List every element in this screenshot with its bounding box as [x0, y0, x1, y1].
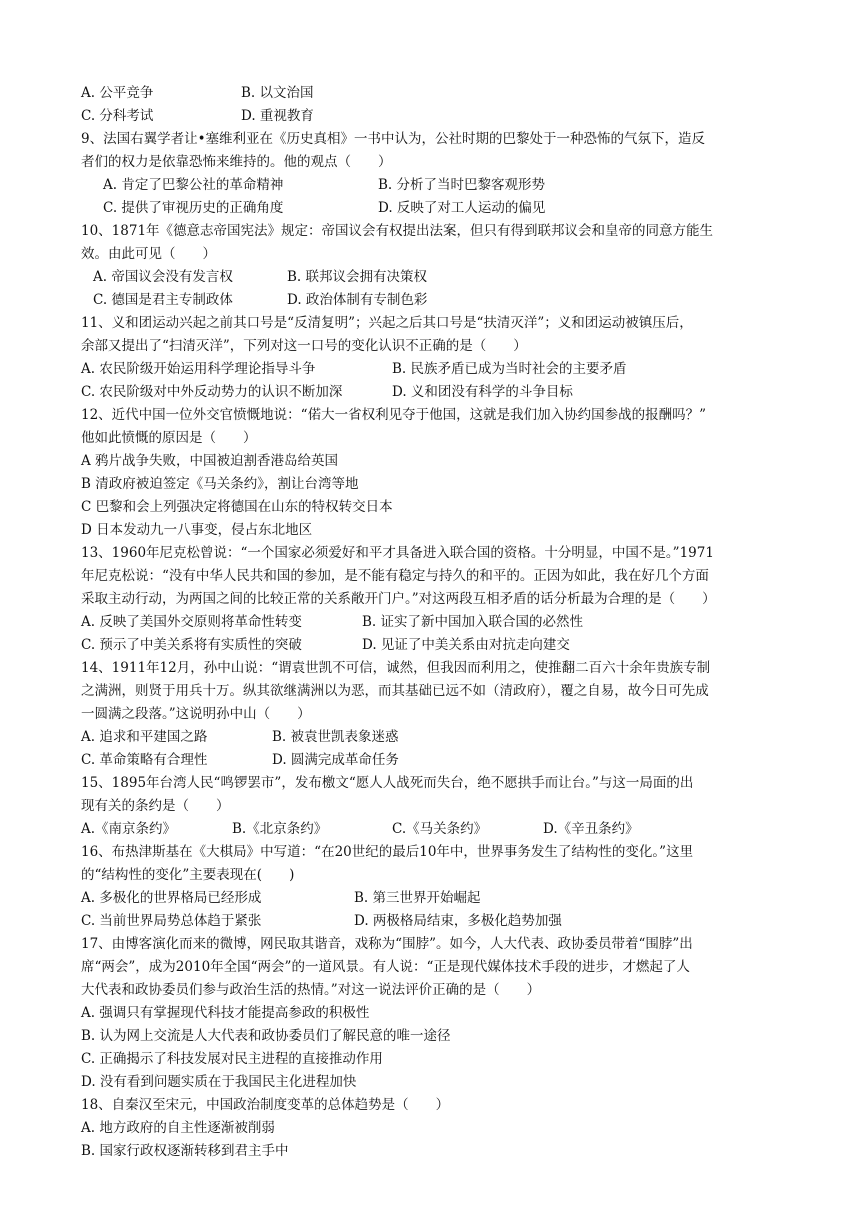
question-15-stem: 15、1895年台湾人民“鸣锣罢市”，发布檄文“愿人人战死而失台，绝不愿拱手而让台。”与这一局面的出 [81, 775, 694, 791]
question-13-stem-cont: 年尼克松说：“没有中华人民共和国的参加，是不能有稳定与持久的和平的。正因为如此，我在好几个方面 [81, 568, 709, 584]
option-b: B.《北京条约》 [232, 821, 328, 837]
option-c: C. 提供了审视历史的正确角度 [103, 200, 284, 216]
option-b: B. 联邦议会拥有决策权 [287, 269, 428, 285]
option-d: D. 见证了中美关系由对抗走向建交 [362, 637, 570, 653]
question-12-stem: 12、近代中国一位外交官愤慨地说：“偌大一省权利见夺于他国，这就是我们加入协约国参战的报酬吗？” [81, 407, 706, 423]
option-c: C. 预示了中美关系将有实质性的突破 [81, 637, 302, 653]
option-a: A. 追求和平建国之路 [81, 729, 208, 745]
option-b: B. 被袁世凯表象迷惑 [272, 729, 399, 745]
question-17-stem-cont: 席“两会”，成为2010年全国“两会”的一道风景。有人说：“正是现代媒体技术手段的进步，才燃起了人 [81, 959, 690, 975]
option-b: B. 民族矛盾已成为当时社会的主要矛盾 [392, 361, 627, 377]
option-b: B. 分析了当时巴黎客观形势 [378, 177, 546, 193]
option-a: A. 强调只有掌握现代科技才能提高参政的积极性 [81, 1005, 370, 1021]
option-d: D. 圆满完成革命任务 [272, 752, 399, 768]
option-d: D. 政治体制有专制色彩 [287, 292, 428, 308]
option-b: B. 以文治国 [241, 85, 314, 101]
option-c: C. 农民阶级对中外反动势力的认识不断加深 [81, 384, 343, 400]
option-c: C. 德国是君主专制政体 [93, 292, 233, 308]
question-12-stem-cont: 他如此愤慨的原因是（ ） [81, 430, 257, 446]
option-b: B. 证实了新中国加入联合国的必然性 [362, 614, 584, 630]
option-b: B. 国家行政权逐渐转移到君主手中 [81, 1143, 289, 1159]
option-c: C. 正确揭示了科技发展对民主进程的直接推动作用 [81, 1051, 383, 1067]
question-16-stem: 16、布热津斯基在《大棋局》中写道：“在20世纪的最后10年中，世界事务发生了结构性的变化。”这里 [81, 844, 694, 860]
question-14-stem: 14、1911年12月，孙中山说：“谓袁世凯不可信，诚然，但我因而利用之，使推翻二百六十余年贵族专制 [81, 660, 711, 676]
option-a: A. 地方政府的自主性逐渐被削弱 [81, 1120, 275, 1136]
question-18-stem: 18、自秦汉至宋元，中国政治制度变革的总体趋势是（ ） [81, 1097, 450, 1113]
option-b: B. 认为网上交流是人大代表和政协委员们了解民意的唯一途径 [81, 1028, 451, 1044]
option-a: A. 多极化的世界格局已经形成 [81, 890, 262, 906]
question-10-stem: 10、1871年《德意志帝国宪法》规定：帝国议会有权提出法案，但只有得到联邦议会和皇帝的同意方能生 [81, 223, 714, 239]
option-d: D. 两极格局结束，多极化趋势加强 [354, 913, 562, 929]
question-11-stem-cont: 余部又提出了“扫清灭洋”，下列对这一口号的变化认识不正确的是（ ） [81, 338, 527, 354]
option-d: D.《辛丑条约》 [543, 821, 639, 837]
option-d: D. 义和团没有科学的斗争目标 [392, 384, 573, 400]
option-c: C. 革命策略有合理性 [81, 752, 208, 768]
question-14-stem-cont: 之满洲，则贤于用兵十万。纵其欲继满洲以为恶，而其基础已远不如（清政府），覆之自易，故今日可先成 [81, 683, 709, 699]
option-a: A. 农民阶级开始运用科学理论指导斗争 [81, 361, 316, 377]
question-16-stem-cont: 的“结构性的变化”主要表现在( ) [81, 867, 295, 883]
question-9-stem-cont: 者们的权力是依靠恐怖来维持的。他的观点（ ） [81, 154, 392, 170]
option-d: D 日本发动九一八事变，侵占东北地区 [81, 522, 313, 538]
option-d: D. 重视教育 [241, 108, 314, 124]
option-d: D. 反映了对工人运动的偏见 [378, 200, 546, 216]
question-17-stem: 17、由博客演化而来的微博，网民取其谐音，戏称为“围脖”。如今，人大代表、政协委员带着“围脖”出 [81, 936, 693, 952]
option-a: A 鸦片战争失败，中国被迫割香港岛给英国 [81, 453, 339, 469]
option-d: D. 没有看到问题实质在于我国民主化进程加快 [81, 1074, 357, 1090]
option-a: A. 肯定了巴黎公社的革命精神 [103, 177, 284, 193]
option-c: C.《马关条约》 [392, 821, 488, 837]
question-17-stem-cont: 大代表和政协委员们参与政治生活的热情。”对这一说法评价正确的是（ ） [81, 982, 541, 998]
question-11-stem: 11、义和团运动兴起之前其口号是“反清复明”；兴起之后其口号是“扶清灭洋”；义和团运动被镇压后， [81, 315, 693, 331]
option-a: A. 公平竞争 [81, 85, 154, 101]
option-a: A. 反映了美国外交原则将革命性转变 [81, 614, 302, 630]
question-14-stem-cont: 一圆满之段落。”这说明孙中山（ ） [81, 706, 311, 722]
option-b: B. 第三世界开始崛起 [354, 890, 481, 906]
question-9-stem: 9、法国右翼学者让•塞维利亚在《历史真相》一书中认为，公社时期的巴黎处于一种恐怖的气氛下，造反 [81, 131, 706, 147]
question-13-stem: 13、1960年尼克松曾说：“一个国家必须爱好和平才具备进入联合国的资格。十分明显，中国不是。”1971 [81, 545, 714, 561]
question-13-stem-cont: 采取主动行动，为两国之间的比较正常的关系敞开门户。”对这两段互相矛盾的话分析最为合理的是（ ） [81, 591, 716, 607]
question-10-stem-cont: 效。由此可见（ ） [81, 246, 216, 262]
option-b: B 清政府被迫签定《马关条约》，割让台湾等地 [81, 476, 359, 492]
option-c: C 巴黎和会上列强决定将德国在山东的特权转交日本 [81, 499, 393, 515]
option-c: C. 分科考试 [81, 108, 154, 124]
option-a: A.《南京条约》 [81, 821, 177, 837]
option-a: A. 帝国议会没有发言权 [93, 269, 233, 285]
question-15-stem-cont: 现有关的条约是（ ） [81, 798, 230, 814]
option-c: C. 当前世界局势总体趋于紧张 [81, 913, 262, 929]
